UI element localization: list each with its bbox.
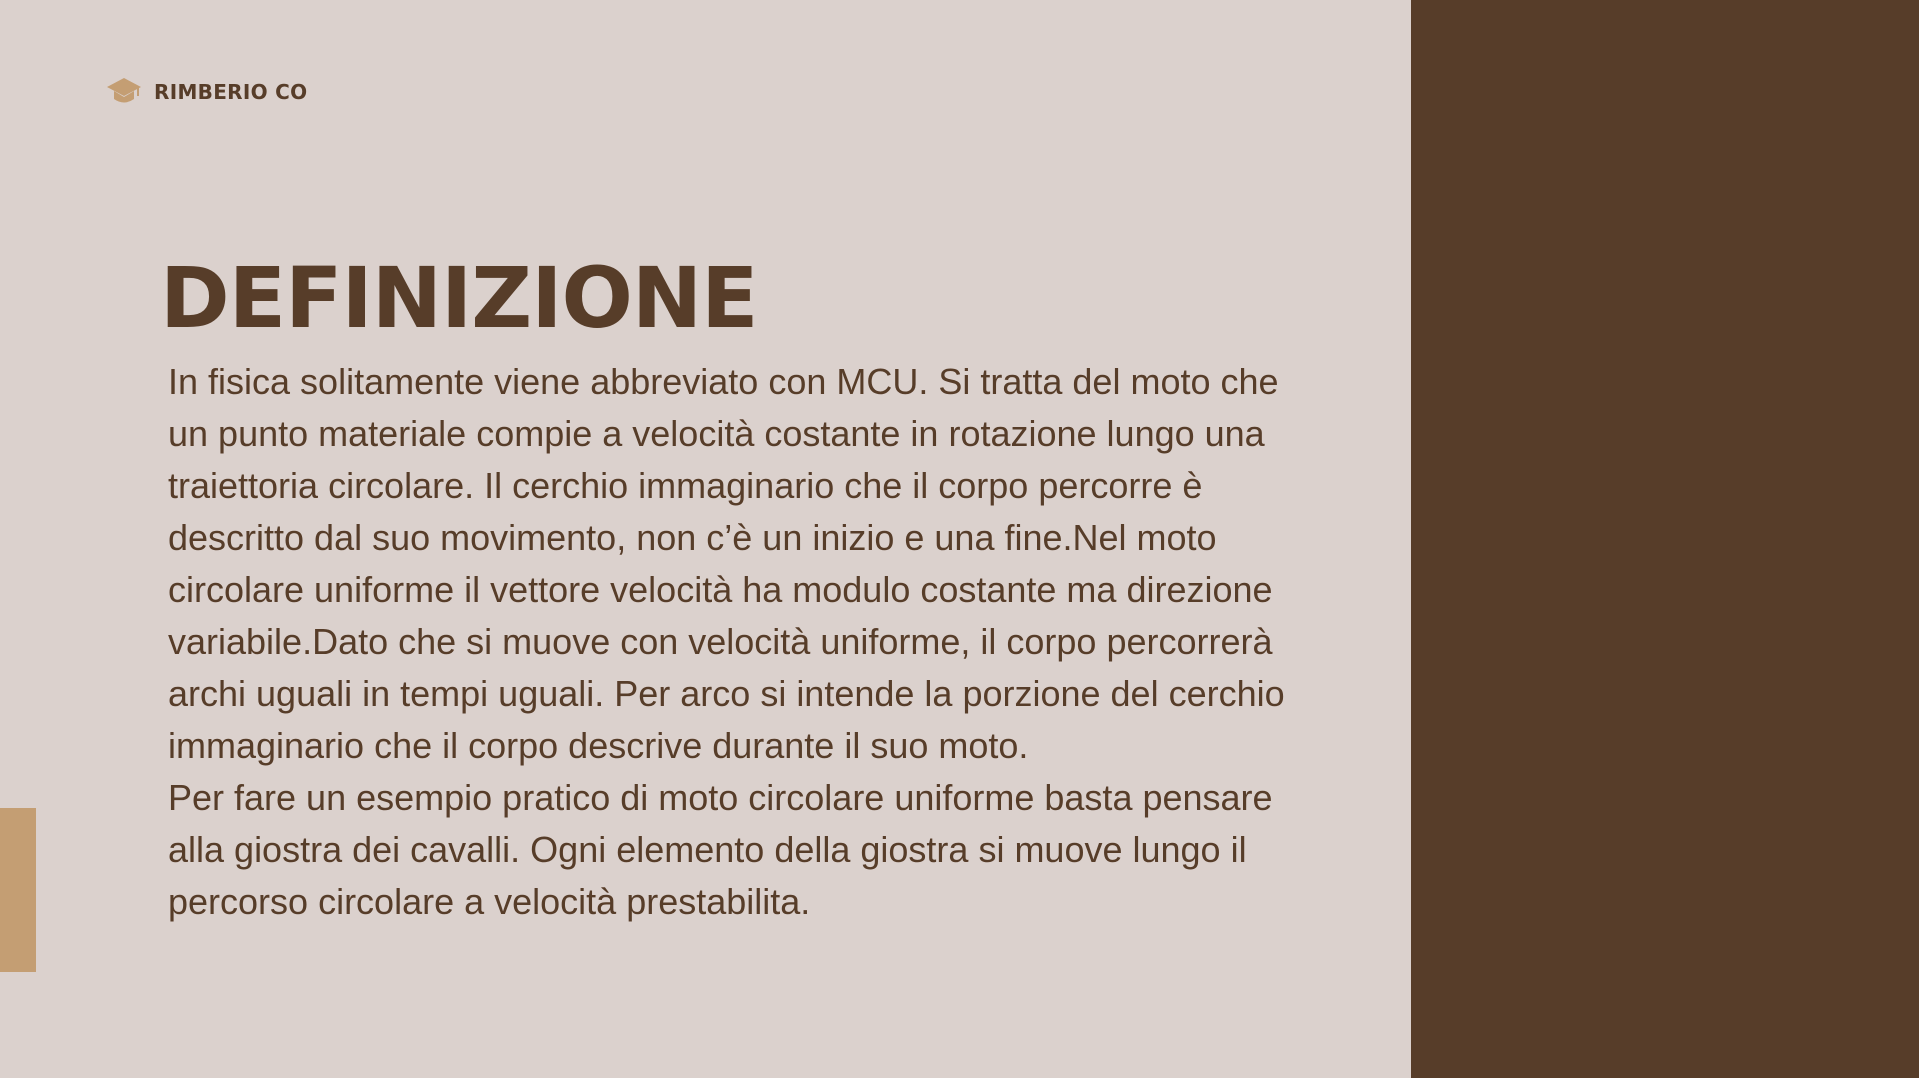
accent-bar xyxy=(0,808,36,972)
graduation-cap-icon xyxy=(106,76,142,108)
slide-body xyxy=(168,356,1288,928)
brand-name: RIMBERIO CO xyxy=(154,80,308,104)
body-paragraph-definition: In fisica solitamente viene abbreviato con MCU. Si tratta del moto che un punto materiale compie a velocità costante in rotazione lungo una traiettoria circolare. Il cerchio immaginario che il corpo percorre è descritto dal suo movimento, non c’è un inizio e una fine.Nel moto circolare uniforme il vettore velocità ha modulo costante ma direzione variabile.Dato che si muove con velocità uniforme, il corpo percorrerà archi uguali in tempi uguali. Per arco si intende la porzione del cerchio immaginario che il corpo descrive durante il suo moto. xyxy=(168,361,1285,766)
brand-logo xyxy=(106,76,307,108)
slide-title: DEFINIZIONE xyxy=(160,249,758,347)
body-paragraph-example: Per fare un esempio pratico di moto circolare uniforme basta pensare alla giostra dei cavalli. Ogni elemento della giostra si muove lungo il percorso circolare a velocità prestabilita. xyxy=(168,777,1273,922)
right-color-panel xyxy=(1411,0,1919,1078)
